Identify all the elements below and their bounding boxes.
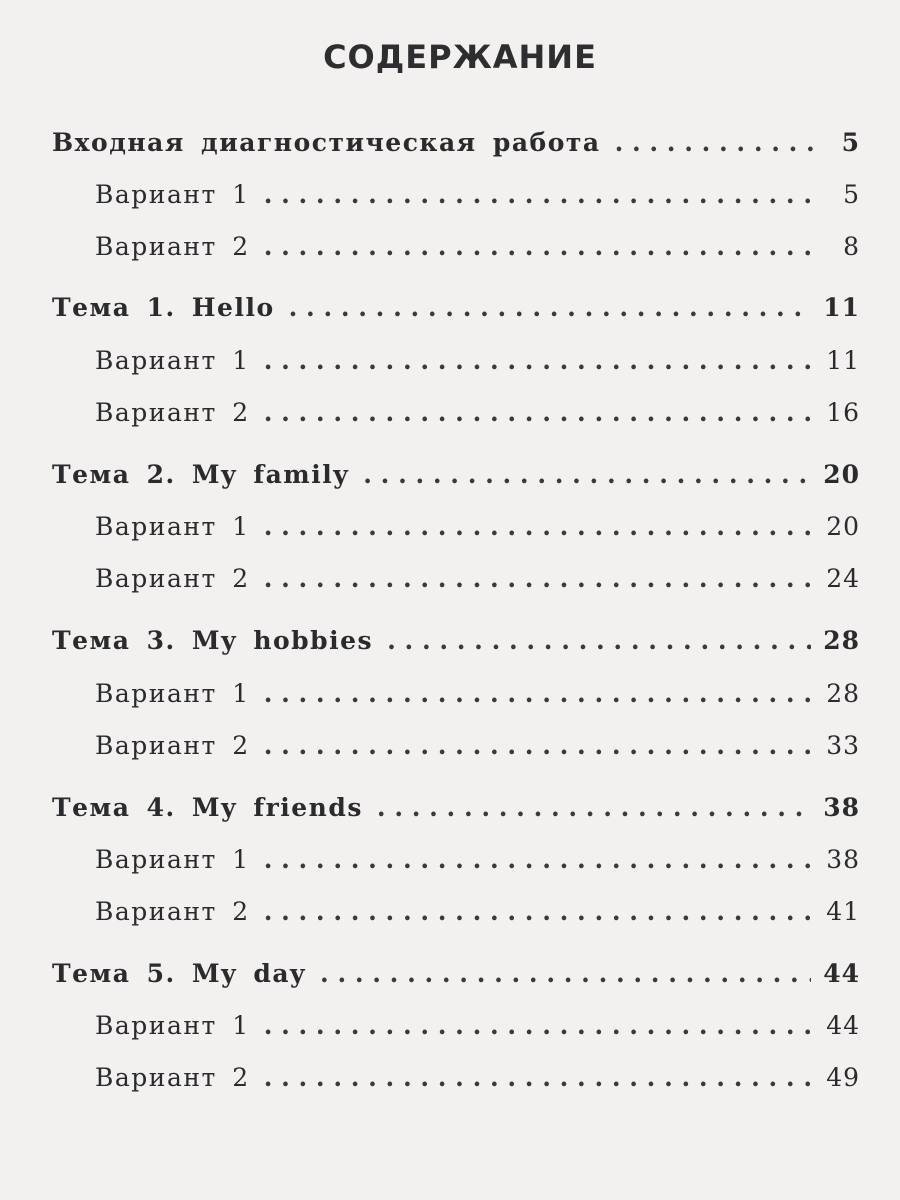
toc-entry-page: 44 xyxy=(823,959,860,988)
dot-leader xyxy=(264,346,814,375)
toc-entry-entrance-variant-1 xyxy=(95,180,860,220)
toc-entry-topic-4-variant-2 xyxy=(95,897,860,937)
toc-entry-page: 20 xyxy=(826,512,860,541)
toc-entry-label: Вариант 2 xyxy=(95,897,250,926)
toc-entry-topic-5-variant-1 xyxy=(95,1011,860,1051)
toc-entry-page: 38 xyxy=(823,793,860,822)
toc-entry-page: 44 xyxy=(826,1011,860,1040)
toc-entry-topic-3 xyxy=(52,626,860,666)
dot-leader xyxy=(320,959,811,988)
toc-entry-label: Вариант 2 xyxy=(95,1063,250,1092)
toc-entry-topic-4 xyxy=(52,793,860,833)
toc-entry-label: Тема 2. My family xyxy=(52,460,350,489)
toc-entry-topic-1 xyxy=(52,293,860,333)
toc-entry-page: 8 xyxy=(843,232,860,261)
toc-entry-label: Вариант 1 xyxy=(95,679,250,708)
dot-leader xyxy=(264,1011,814,1040)
toc-entry-label: Вариант 2 xyxy=(95,564,250,593)
toc-entry-label: Вариант 1 xyxy=(95,346,250,375)
dot-leader xyxy=(363,460,811,489)
toc-entry-topic-2 xyxy=(52,460,860,500)
toc-entry-page: 49 xyxy=(826,1063,860,1092)
toc-entry-topic-1-variant-2 xyxy=(95,398,860,438)
toc-entry-page: 28 xyxy=(823,626,860,655)
toc-entry-topic-5 xyxy=(52,959,860,999)
toc-entry-page: 16 xyxy=(826,398,860,427)
toc-entry-topic-3-variant-2 xyxy=(95,731,860,771)
toc-entry-topic-2-variant-1 xyxy=(95,512,860,552)
dot-leader xyxy=(264,512,814,541)
dot-leader xyxy=(615,128,814,157)
toc-entry-label: Вариант 1 xyxy=(95,1011,250,1040)
dot-leader xyxy=(264,564,814,593)
dot-leader xyxy=(264,398,814,427)
dot-leader xyxy=(264,845,814,874)
dot-leader xyxy=(264,180,814,209)
toc-entry-page: 41 xyxy=(826,897,860,926)
toc-entry-label: Вариант 2 xyxy=(95,731,250,760)
toc-entry-label: Входная диагностическая работа xyxy=(52,128,601,157)
toc-entry-page: 33 xyxy=(826,731,860,760)
toc-entry-label: Тема 3. My hobbies xyxy=(52,626,374,655)
toc-entry-label: Вариант 1 xyxy=(95,180,250,209)
toc-entry-page: 11 xyxy=(826,346,860,375)
dot-leader xyxy=(264,232,814,261)
dot-leader xyxy=(264,897,814,926)
toc-entry-page: 5 xyxy=(843,180,860,209)
toc-entry-topic-4-variant-1 xyxy=(95,845,860,885)
toc-entry-label: Тема 5. My day xyxy=(52,959,307,988)
dot-leader xyxy=(387,626,811,655)
toc-entry-topic-5-variant-2 xyxy=(95,1063,860,1103)
toc-entry-topic-1-variant-1 xyxy=(95,346,860,386)
toc-entry-page: 11 xyxy=(823,293,860,322)
toc-entry-label: Вариант 2 xyxy=(95,232,250,261)
dot-leader xyxy=(264,679,814,708)
toc-entry-page: 5 xyxy=(841,128,860,157)
toc-entry-label: Вариант 1 xyxy=(95,845,250,874)
page-title: СОДЕРЖАНИЕ xyxy=(323,38,597,76)
toc-entry-label: Тема 1. Hello xyxy=(52,293,275,322)
toc-entry-entrance-diagnostic xyxy=(52,128,860,168)
toc-entry-page: 20 xyxy=(823,460,860,489)
dot-leader xyxy=(377,793,811,822)
toc-entry-label: Вариант 2 xyxy=(95,398,250,427)
toc-entry-topic-2-variant-2 xyxy=(95,564,860,604)
toc-entry-page: 28 xyxy=(826,679,860,708)
toc-entry-page: 38 xyxy=(826,845,860,874)
toc-entry-page: 24 xyxy=(826,564,860,593)
dot-leader xyxy=(264,731,814,760)
dot-leader xyxy=(289,293,812,322)
toc-entry-topic-3-variant-1 xyxy=(95,679,860,719)
dot-leader xyxy=(264,1063,814,1092)
toc-entry-label: Тема 4. My friends xyxy=(52,793,363,822)
toc-entry-entrance-variant-2 xyxy=(95,232,860,272)
toc-entry-label: Вариант 1 xyxy=(95,512,250,541)
